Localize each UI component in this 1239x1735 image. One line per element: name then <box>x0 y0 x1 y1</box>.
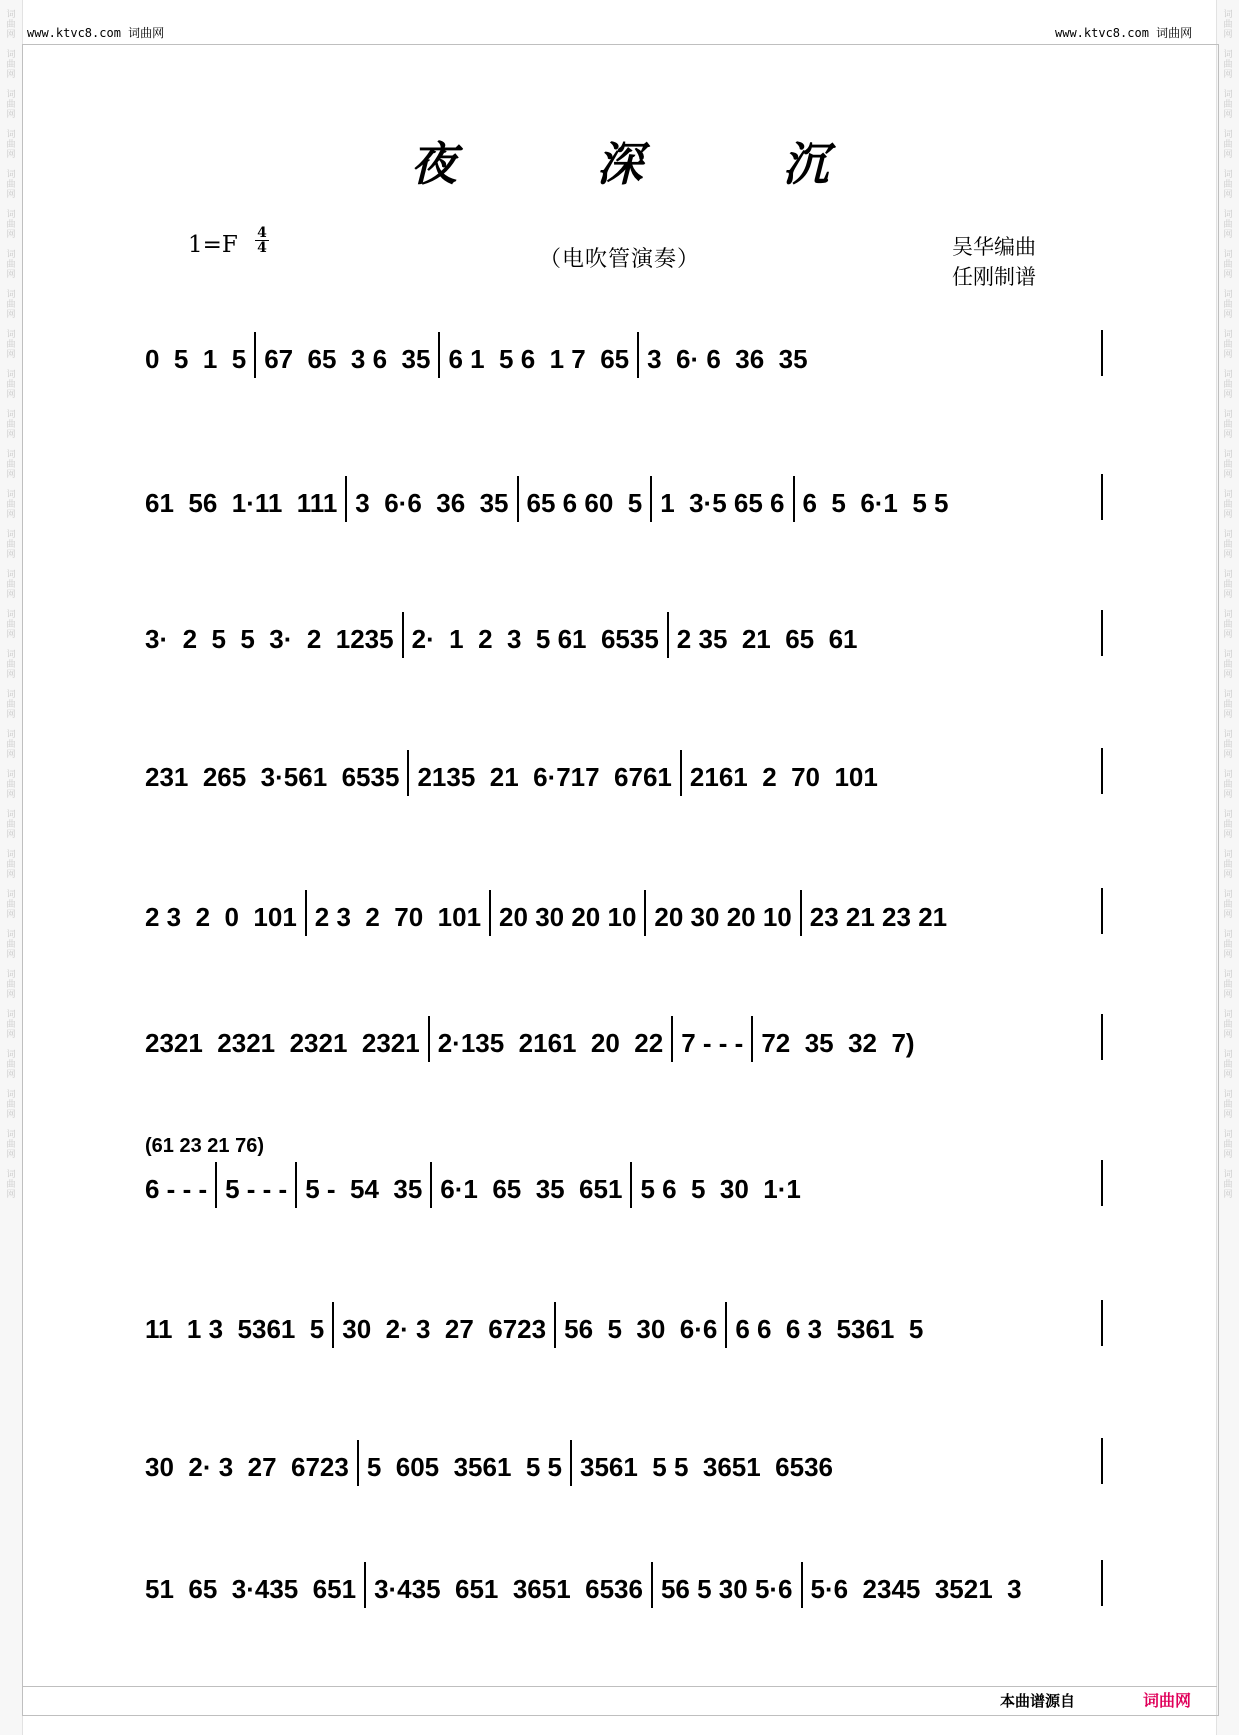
measure: 5 - 54 35 <box>305 1173 423 1204</box>
bar-line <box>667 612 669 658</box>
measure: 2161 2 70 101 <box>689 761 878 792</box>
measure: 72 35 32 7) <box>761 1027 915 1058</box>
measure: 2135 21 6·717 6761 <box>417 761 672 792</box>
bar-line <box>295 1162 297 1208</box>
credits <box>952 232 1036 292</box>
measure: 2 35 21 65 61 <box>676 623 858 654</box>
row-end-bar-line <box>1101 748 1103 794</box>
measure: 2 3 2 0 101 <box>145 901 297 932</box>
bar-line <box>751 1016 753 1062</box>
song-title: 夜 深 沉 <box>410 137 891 191</box>
score-row <box>145 1308 1103 1354</box>
measure: 7 - - - <box>681 1027 744 1058</box>
footer-source-brand[interactable]: 词曲网 <box>1143 1691 1192 1710</box>
row-end-bar-line <box>1101 1160 1103 1206</box>
time-signature-top: 4 <box>257 225 267 241</box>
bar-line <box>570 1440 572 1486</box>
transcriber-credit: 任刚制谱 <box>952 265 1036 289</box>
measure: 67 65 3 6 35 <box>264 343 431 374</box>
measure: 3 6·6 36 35 <box>355 487 509 518</box>
row-end-bar-line <box>1101 1438 1103 1484</box>
score-row <box>145 618 1103 664</box>
bar-line <box>345 476 347 522</box>
bar-line <box>725 1302 727 1348</box>
row-end-bar-line <box>1101 330 1103 376</box>
score-row <box>145 338 1103 384</box>
bar-line <box>357 1440 359 1486</box>
measure: 6 5 6·1 5 5 <box>802 487 949 518</box>
measure: 51 65 3·435 651 <box>145 1573 357 1604</box>
measure: 3 6· 6 36 35 <box>647 343 808 374</box>
measure: 2·135 2161 20 22 <box>437 1027 664 1058</box>
bar-line <box>402 612 404 658</box>
measure: 3·435 651 3651 6536 <box>374 1573 643 1604</box>
measure: 61 56 1·11 111 <box>145 487 338 518</box>
measure: 2321 2321 2321 2321 <box>145 1027 420 1058</box>
bar-line <box>407 750 409 796</box>
measure: 3· 2 5 5 3· 2 1235 <box>145 623 394 654</box>
bar-line <box>644 890 646 936</box>
measure: 2 3 2 70 101 <box>314 901 482 932</box>
measure: 11 1 3 5361 5 <box>145 1313 325 1344</box>
measure: 1 3·5 65 6 <box>660 487 785 518</box>
measure: 231 265 3·561 6535 <box>145 761 400 792</box>
measure: 2· 1 2 3 5 61 6535 <box>411 623 659 654</box>
measure: 5 605 3561 5 5 <box>366 1451 562 1482</box>
measure: 20 30 20 10 <box>499 901 637 932</box>
right-watermark-text: 词 曲 网 词 曲 网 词 曲 网 词 曲 网 词 曲 网 词 曲 网 词 曲 网 词 曲 网 词 曲 网 词 曲 网 词 曲 网 词 曲 网 词 曲 网 词 曲 网 词 曲 网 词 曲 网 词 曲 网 词 曲 网 词 曲 网 词 曲 网 词 曲 网 词 曲 网 词 曲 网 词 曲 网 词 曲 网 词 曲 网 词 曲 网 词 曲 网 词 曲 网 词 曲 网 <box>1223 10 1233 1200</box>
score-row <box>145 1022 1103 1068</box>
measure: 3561 5 5 3651 6536 <box>580 1451 834 1482</box>
score-row <box>145 756 1103 802</box>
bar-line <box>800 890 802 936</box>
measure: 30 2· 3 27 6723 <box>342 1313 547 1344</box>
measure: 30 2· 3 27 6723 <box>145 1451 349 1482</box>
measure: 6 1 5 6 1 7 65 <box>448 343 630 374</box>
bar-line <box>215 1162 217 1208</box>
row-end-bar-line <box>1101 1300 1103 1346</box>
bar-line <box>489 890 491 936</box>
bar-line <box>554 1302 556 1348</box>
score-row <box>145 1168 1103 1214</box>
left-watermark-text: 词 曲 网 词 曲 网 词 曲 网 词 曲 网 词 曲 网 词 曲 网 词 曲 网 词 曲 网 词 曲 网 词 曲 网 词 曲 网 词 曲 网 词 曲 网 词 曲 网 词 曲 网 词 曲 网 词 曲 网 词 曲 网 词 曲 网 词 曲 网 词 曲 网 词 曲 网 词 曲 网 词 曲 网 词 曲 网 词 曲 网 词 曲 网 词 曲 网 词 曲 网 词 曲 网 <box>6 10 16 1200</box>
measure: 5·6 2345 3521 3 <box>810 1573 1022 1604</box>
site-tag-left[interactable]: www.ktvc8.com 词曲网 <box>27 26 165 40</box>
measure: 56 5 30 5·6 <box>660 1573 793 1604</box>
bar-line <box>793 476 795 522</box>
bar-line <box>428 1016 430 1062</box>
measure: 5 6 5 30 1·1 <box>640 1173 801 1204</box>
bar-line <box>650 476 652 522</box>
performance-subtitle: （电吹管演奏） <box>538 247 700 272</box>
composer-credit: 吴华编曲 <box>952 235 1036 259</box>
measure: 65 6 60 5 <box>526 487 643 518</box>
measure: 20 30 20 10 <box>654 901 792 932</box>
key-signature: 1=F <box>188 232 238 258</box>
bar-line <box>517 476 519 522</box>
bar-line <box>364 1562 366 1608</box>
bar-line <box>332 1302 334 1348</box>
score-row <box>145 482 1103 528</box>
row-end-bar-line <box>1101 474 1103 520</box>
bar-line <box>637 332 639 378</box>
row-end-bar-line <box>1101 1014 1103 1060</box>
bar-line <box>438 332 440 378</box>
measure: 23 21 23 21 <box>809 901 948 932</box>
intro-grace-notes: (61 23 21 76) <box>145 1135 264 1157</box>
bar-line <box>671 1016 673 1062</box>
row-end-bar-line <box>1101 610 1103 656</box>
score-row <box>145 1568 1103 1614</box>
footer-source-note: 本曲谱源自 <box>1000 1692 1076 1710</box>
score-row <box>145 1446 1103 1492</box>
measure: 6 - - - <box>145 1173 208 1204</box>
site-tag-right[interactable]: www.ktvc8.com 词曲网 <box>1055 26 1193 40</box>
measure: 6 6 6 3 5361 5 <box>735 1313 924 1344</box>
measure: 56 5 30 6·6 <box>564 1313 718 1344</box>
bar-line <box>801 1562 803 1608</box>
bar-line <box>651 1562 653 1608</box>
bar-line <box>630 1162 632 1208</box>
measure: 5 - - - <box>225 1173 288 1204</box>
bar-line <box>430 1162 432 1208</box>
score-row <box>145 896 1103 942</box>
measure: 6·1 65 35 651 <box>440 1173 623 1204</box>
measure: 0 5 1 5 <box>145 343 247 374</box>
bar-line <box>305 890 307 936</box>
row-end-bar-line <box>1101 888 1103 934</box>
time-signature-bottom: 4 <box>257 240 267 256</box>
bar-line <box>680 750 682 796</box>
row-end-bar-line <box>1101 1560 1103 1606</box>
bar-line <box>254 332 256 378</box>
